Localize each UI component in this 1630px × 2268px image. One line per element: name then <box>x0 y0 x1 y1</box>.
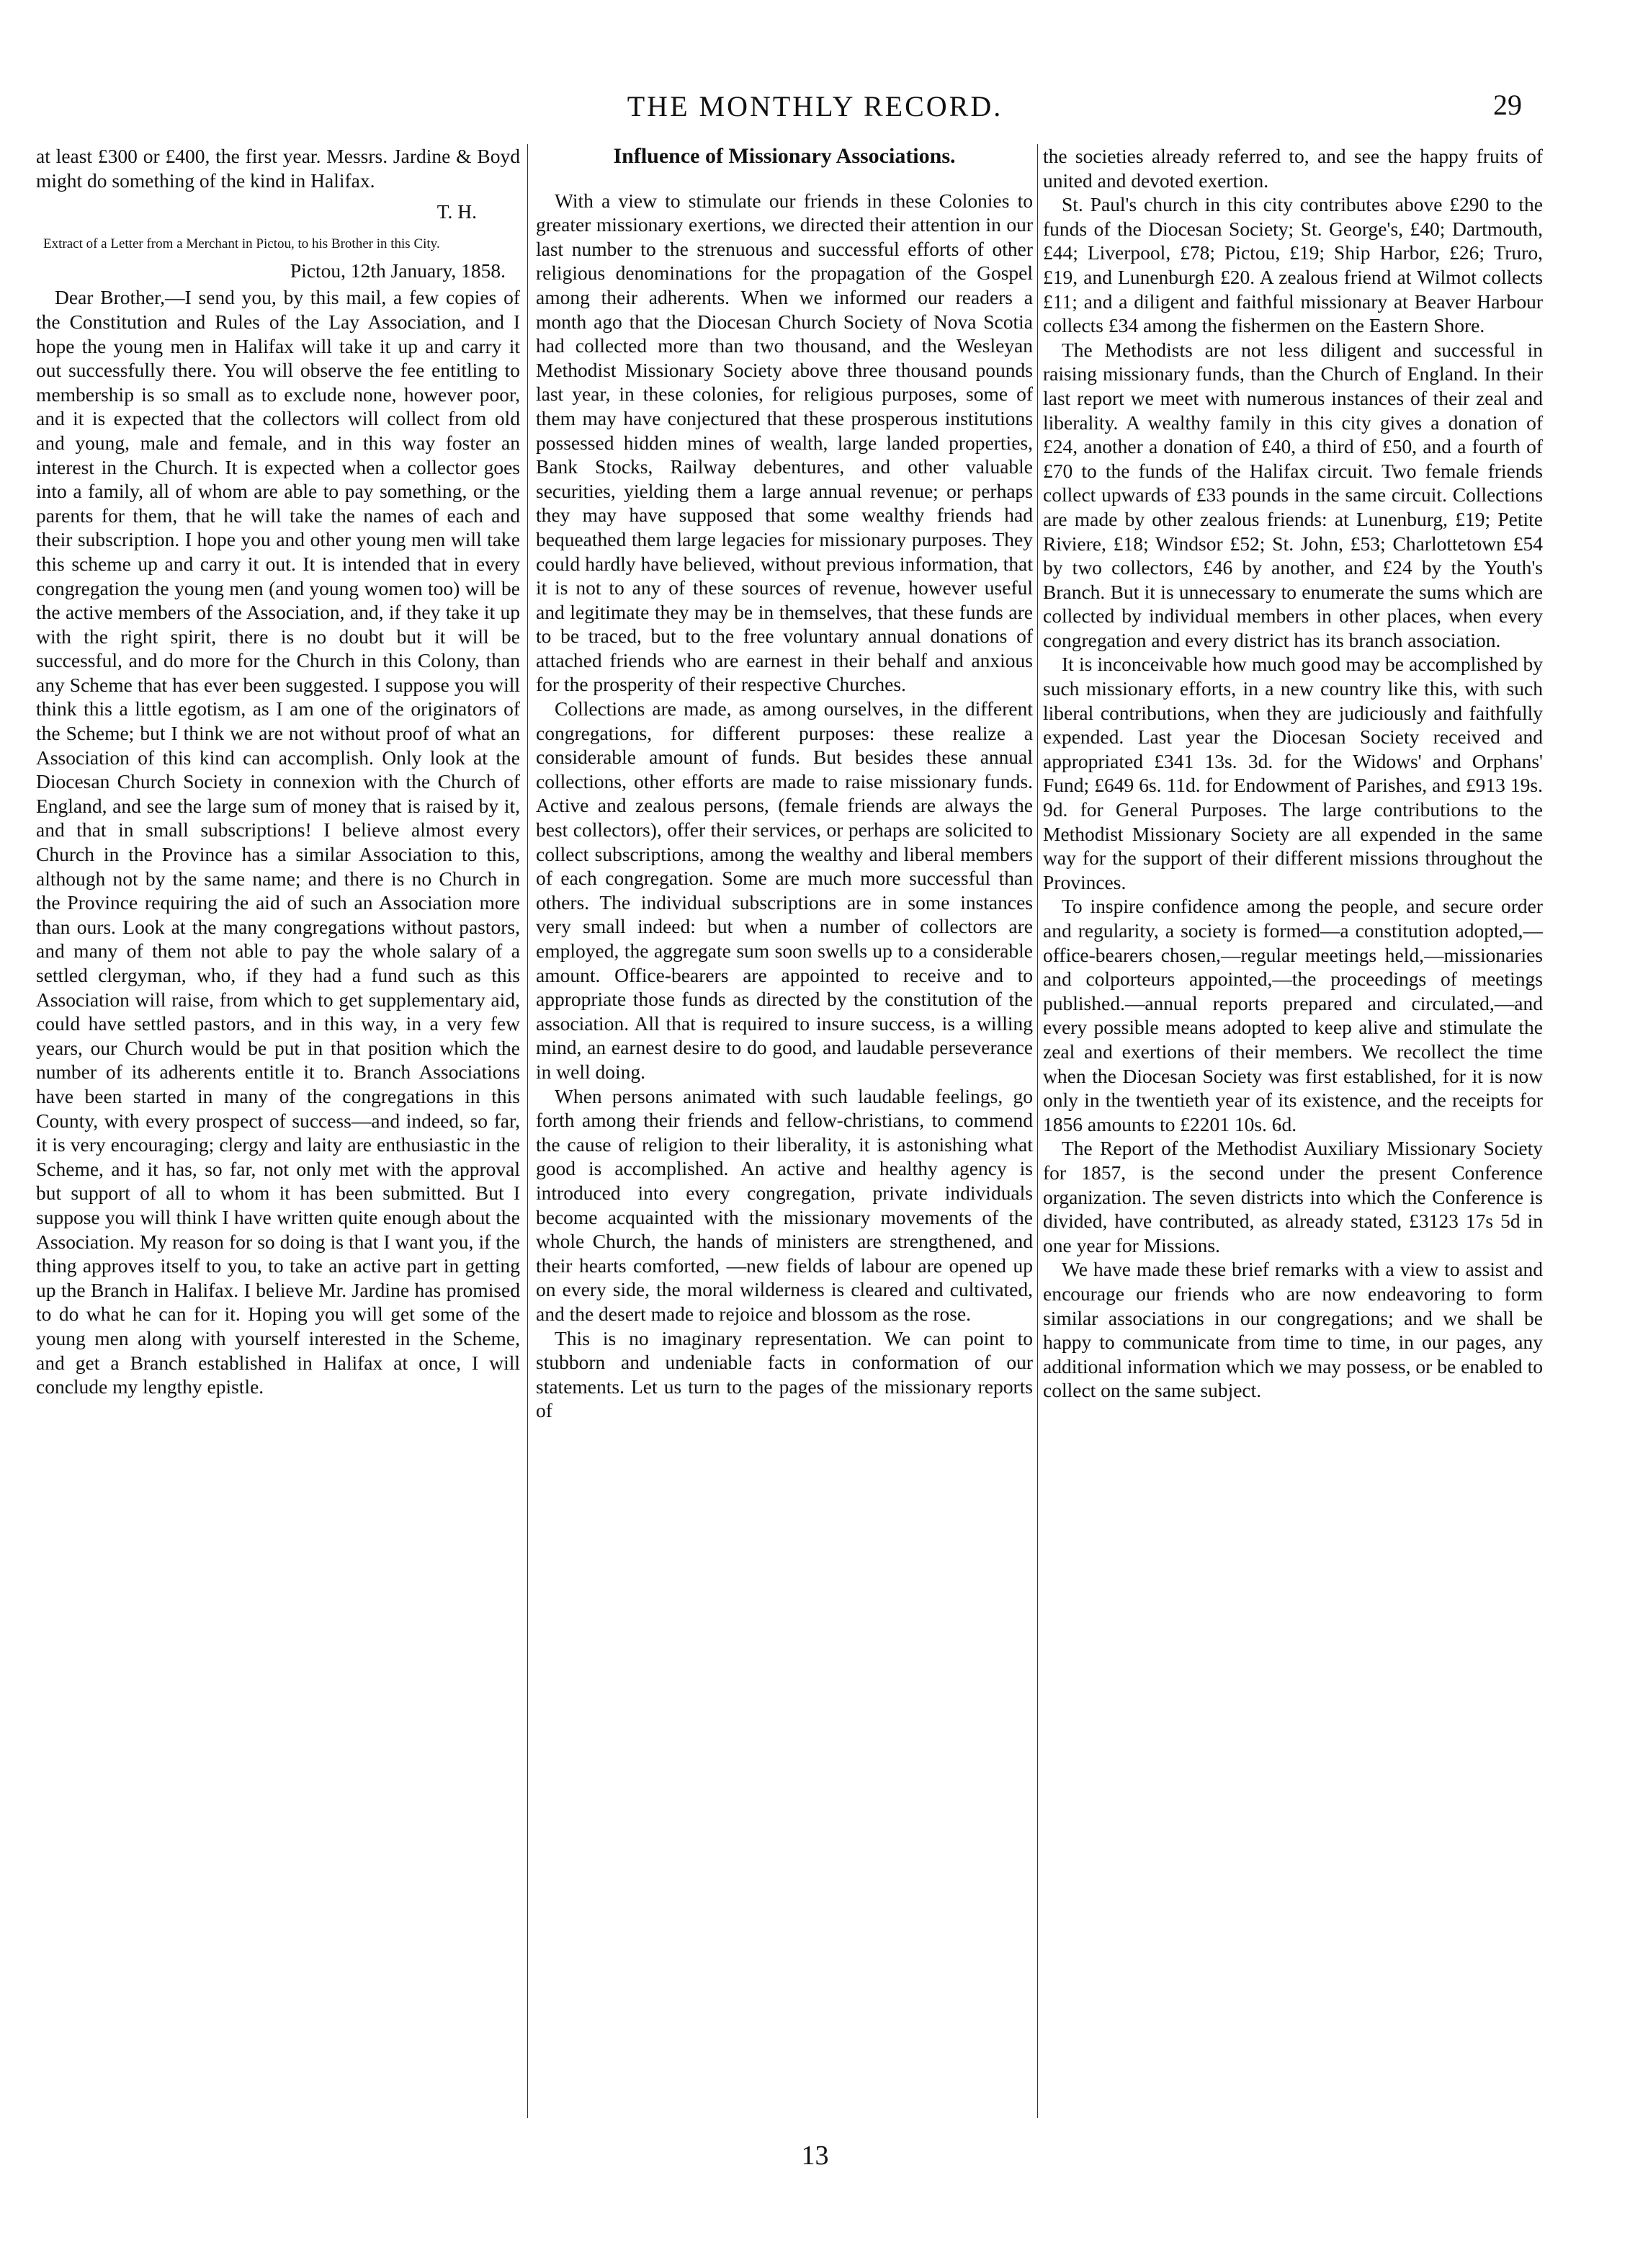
paragraph: the societies already referred to, and see the happy fruits of united and devoted exertion. <box>1043 145 1543 192</box>
paragraph: With a view to stimulate our friends in these Colonies to greater missionary exertions, we directed their attention in our last number to the strenuous and successful efforts of other religious denominations for the propagation of the Gospel among their adherents. When we informed our readers a month ago that the Diocesan Church Society of Nova Scotia had collected more than two thousand, and the Wesleyan Methodist Missionary Society above three thousand pounds last year, in these colonies, for religious purposes, some of them may have conjectured that these prosperous institutions possessed hidden mines of wealth, large landed properties, Bank Stocks, Railway debentures, and other valuable securities, yielding them a large annual revenue; or perhaps they may have supposed that some wealthy friends had bequeathed them large legacies for missionary purposes. They could hardly have believed, without previous information, that it is not to any of these sources of revenue, however useful and legitimate they may be in themselves, that these funds are to be traced, but to the free voluntary annual donations of attached friends who are earnest in their behalf and anxious for the prosperity of their respective Churches. <box>536 189 1033 696</box>
letter-body: Dear Brother,—I send you, by this mail, a few copies of the Constitution and Rules of the Lay Association, and I hope the young men in Halifax will take it up and carry it out successfully there. You will observe the fee entitling to membership is so small as to exclude none, however poor, and it is expected that the collectors will collect from old and young, male and female, and in this way foster an interest in the Church. It is expected when a collector goes into a family, all of whom are able to pay something, or the parents for them, that he will take the names of each and their subscription. I hope you and other young men will take this scheme up and carry it out. It is intended that in every congregation the young men (and young women too) will be the active members of the Association, and, if they take it up with the right spirit, there is no doubt but it will be successful, and do more for the Church in this Colony, than any Scheme that has ever been suggested. I suppose you will think this a little egotism, as I am one of the originators of the Scheme; but I think we are not without proof of what an Association of this kind can accomplish. Only look at the Diocesan Church Society in connexion with the Church of England, and see the large sum of money that is raised by it, and that in small subscriptions! I believe almost every Church in the Province has a similar Association to this, although not by the same name; and there is no Church in the Province requiring the aid of such an Association more than ours. Look at the many congregations without pastors, and many of them not able to pay the whole salary of a settled clergyman, who, if they had a fund such as this Association will raise, from which to get supplementary aid, could have settled pastors, and in this way, in a very few years, our Church would be put in that position which the number of its adherents entitle it to. Branch Associations have been started in many of the congregations in this County, with every prospect of success—and indeed, so far, it is very encouraging; clergy and laity are enthusiastic in the Scheme, and it has, so far, not only met with the approval but support of all to whom it has been submitted. But I suppose you will think I have written quite enough about the Association. My reason for so doing is that I want you, if the thing approves itself to you, to take an active part in getting up the Branch in Halifax. I believe Mr. Jardine has promised to do what he can for it. Hoping you will get some of the young men along with yourself interested in the Scheme, and get a Branch established in Halifax at once, I will conclude my lengthy epistle. <box>36 286 520 1398</box>
paragraph: Collections are made, as among ourselves, in the different congregations, for different purposes: these realize a considerable amount of funds. But besides these annual collections, other efforts are made to raise missionary funds. Active and zealous persons, (female friends are always the best collectors), offer their services, or perhaps are solicited to collect subscriptions, among the wealthy and liberal members of each congregation. Some are much more successful than others. The individual subscriptions are in some instances very small indeed: but when a number of collectors are employed, the aggregate sum soon swells up to a considerable amount. Office-bearers are appointed to receive and to appropriate those funds as directed by the constitution of the association. All that is required to insure success, is a willing mind, an earnest desire to do good, and laudable perseverance in well doing. <box>536 697 1033 1083</box>
column-left <box>36 144 520 1399</box>
column-rule <box>527 144 528 2118</box>
paragraph: The Methodists are not less diligent and successful in raising missionary funds, than the Church of England. In their last report we meet with numerous instances of their zeal and liberality. A wealthy family in this city gives a donation of £24, another a donation of £40, a third of £50, and a fourth of £70 to the funds of the Halifax circuit. Two female friends collect upwards of £33 pounds in the same circuit. Collections are made by other zealous friends: at Lunenburg, £19; Petite Riviere, £18; Windsor £52; St. John, £53; Charlottetown £54 by two collectors, £46 by another, and £24 by the Youth's Branch. But it is unnecessary to enumerate the sums which are collected by individual members in other places, when every congregation and every district has its branch association. <box>1043 338 1543 651</box>
paragraph: When persons animated with such laudable feelings, go forth among their friends and fellow-christians, to commend the cause of religion to their liberality, it is astonishing what good is accomplished. An active and healthy agency is introduced into every congregation, private individuals become acquainted with the missionary movements of the whole Church, the hands of ministers are strengthened, and their hearts comforted, —new fields of labour are opened up on every side, the moral wilderness is cleared and cultivated, and the desert made to rejoice and blossom as the rose. <box>536 1084 1033 1325</box>
article-heading: Influence of Missionary Associations. <box>613 144 956 168</box>
signature-mark: 13 <box>801 2140 829 2171</box>
extract-heading: Extract of a Letter from a Merchant in Pictou, to his Brother in this City. <box>43 236 440 251</box>
paragraph: St. Paul's church in this city contributes above £290 to the funds of the Diocesan Society; St. George's, £40; Dartmouth, £44; Liverpool, £78; Pictou, £19; Ship Harbor, £26; Truro, £19, and Lunenburgh £20. A zealous friend at Wilmot collects £11; and a diligent and faithful missionary at Beaver Harbour collects £34 among the fishermen on the Eastern Shore. <box>1043 193 1543 337</box>
paragraph: To inspire confidence among the people, and secure order and regularity, a society is formed—a constitution adopted,—office-bearers chosen,—regular meetings held,—missionaries and colporteurs appointed,—the proceedings of meetings published.—annual reports prepared and circulated,—and every possible means adopted to keep alive and stimulate the zeal and exertions of their members. We recollect the time when the Diocesan Society was first established, for it is now only in the twentieth year of its existence, and the receipts for 1856 amounts to £2201 10s. 6d. <box>1043 895 1543 1135</box>
column-rule <box>1037 144 1038 2118</box>
dateline: Pictou, 12th January, 1858. <box>290 259 506 282</box>
column-middle <box>536 144 1033 1423</box>
column-right <box>1043 144 1543 1403</box>
paragraph: This is no imaginary representation. We can point to stubborn and undeniable facts in conformation of our statements. Let us turn to the pages of the missionary reports of <box>536 1326 1033 1422</box>
paragraph: We have made these brief remarks with a view to assist and encourage our friends who are now endeavoring to form similar associations in our congregations; and we shall be happy to communicate from time to time, in our pages, any additional information which we may possess, or be enabled to collect on the same subject. <box>1043 1258 1543 1402</box>
paragraph: at least £300 or £400, the first year. Messrs. Jardine & Boyd might do something of the kind in Halifax. <box>36 145 520 192</box>
page-header <box>0 85 1630 128</box>
running-title: THE MONTHLY RECORD. <box>627 90 1003 122</box>
signature: T. H. <box>436 200 477 223</box>
page-number: 29 <box>1493 89 1522 121</box>
paragraph: It is inconceivable how much good may be accomplished by such missionary efforts, in a new country like this, with such liberal contributions, when they are judiciously and faithfully expended. Last year the Diocesan Society received and appropriated £341 13s. 3d. for the Widows' and Orphans' Fund; £649 6s. 11d. for Endowment of Parishes, and £913 19s. 9d. for General Purposes. The large contributions to the Methodist Missionary Society are all expended in the same way for the support of their different missions throughout the Provinces. <box>1043 653 1543 893</box>
paragraph: The Report of the Methodist Auxiliary Missionary Society for 1857, is the second under the present Conference organization. The seven districts into which the Conference is divided, have contributed, as already stated, £3123 17s 5d in one year for Missions. <box>1043 1137 1543 1256</box>
